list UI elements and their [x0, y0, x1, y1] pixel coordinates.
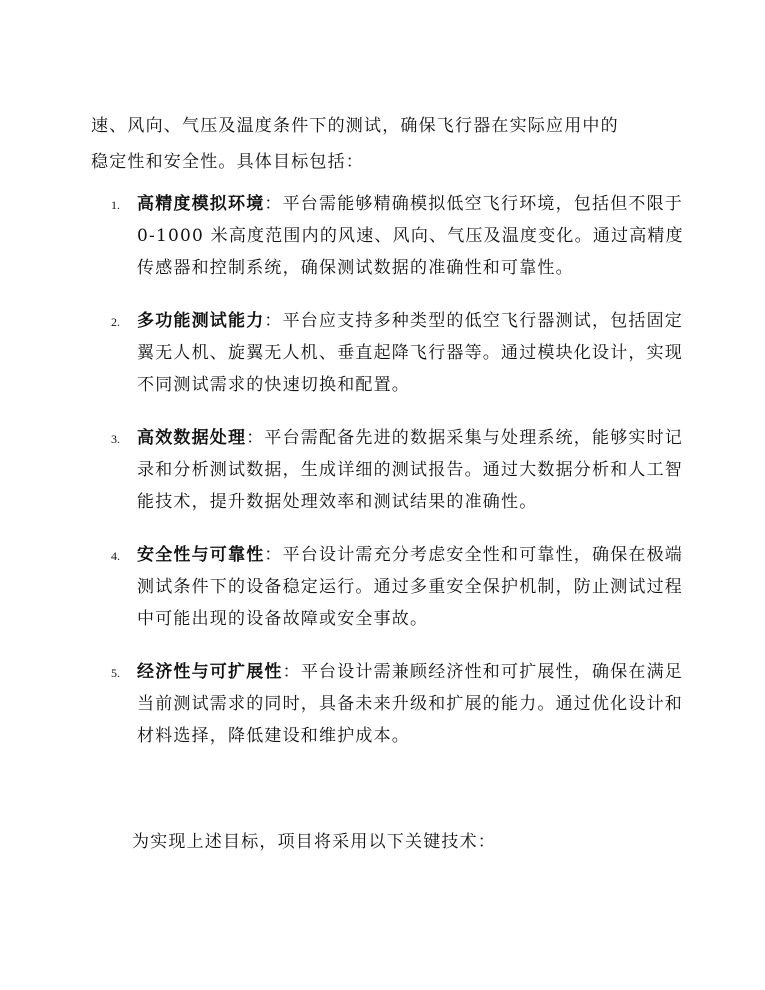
- intro-paragraph: [91, 108, 681, 180]
- goal-colon: ：: [264, 545, 283, 565]
- list-number: 4.: [111, 549, 120, 563]
- intro-line-2: 稳定性和安全性。具体目标包括：: [91, 152, 364, 172]
- goal-text: 平台设计需充分考虑安全性和可靠性，确保在极端测试条件下的设备稳定运行。通过多重安全保护机制，防止测试过程中可能出现的设备故障或安全事故。: [137, 545, 684, 629]
- goal-item-5: [91, 656, 691, 752]
- goal-colon: ：: [282, 662, 301, 682]
- goal-colon: ：: [264, 311, 283, 331]
- goal-colon: ：: [264, 194, 283, 214]
- goal-colon: ：: [246, 428, 265, 448]
- goal-text: 平台应支持多种类型的低空飞行器测试，包括固定翼无人机、旋翼无人机、垂直起降飞行器等。通过模块化设计，实现不同测试需求的快速切换和配置。: [137, 311, 684, 395]
- goal-text: 平台需配备先进的数据采集与处理系统，能够实时记录和分析测试数据，生成详细的测试报告。通过大数据分析和人工智能技术，提升数据处理效率和测试结果的准确性。: [137, 428, 684, 512]
- goal-item-2: [91, 305, 691, 401]
- goal-heading: 高精度模拟环境: [137, 194, 265, 214]
- goal-item-3: [91, 422, 691, 518]
- goal-heading: 安全性与可靠性: [137, 545, 265, 565]
- goal-heading: 多功能测试能力: [137, 311, 265, 331]
- list-number: 1.: [111, 198, 120, 212]
- list-number: 3.: [111, 432, 120, 446]
- list-number: 5.: [111, 666, 120, 680]
- goals-list: [91, 188, 691, 773]
- list-number: 2.: [111, 315, 120, 329]
- goal-heading: 高效数据处理: [137, 428, 247, 448]
- goal-item-4: [91, 539, 691, 635]
- goal-item-1: [91, 188, 691, 284]
- intro-line-1: 速、风向、气压及温度条件下的测试，确保飞行器在实际应用中的: [91, 116, 619, 136]
- closing-paragraph: 为实现上述目标，项目将采用以下关键技术：: [132, 832, 496, 852]
- goal-text: 平台需能够精确模拟低空飞行环境，包括但不限于 0-1000 米高度范围内的风速、风向、气压及温度变化。通过高精度传感器和控制系统，确保测试数据的准确性和可靠性。: [137, 194, 684, 278]
- goal-heading: 经济性与可扩展性: [137, 662, 283, 682]
- goal-text: 平台设计需兼顾经济性和可扩展性，确保在满足当前测试需求的同时，具备未来升级和扩展的能力。通过优化设计和材料选择，降低建设和维护成本。: [137, 662, 684, 746]
